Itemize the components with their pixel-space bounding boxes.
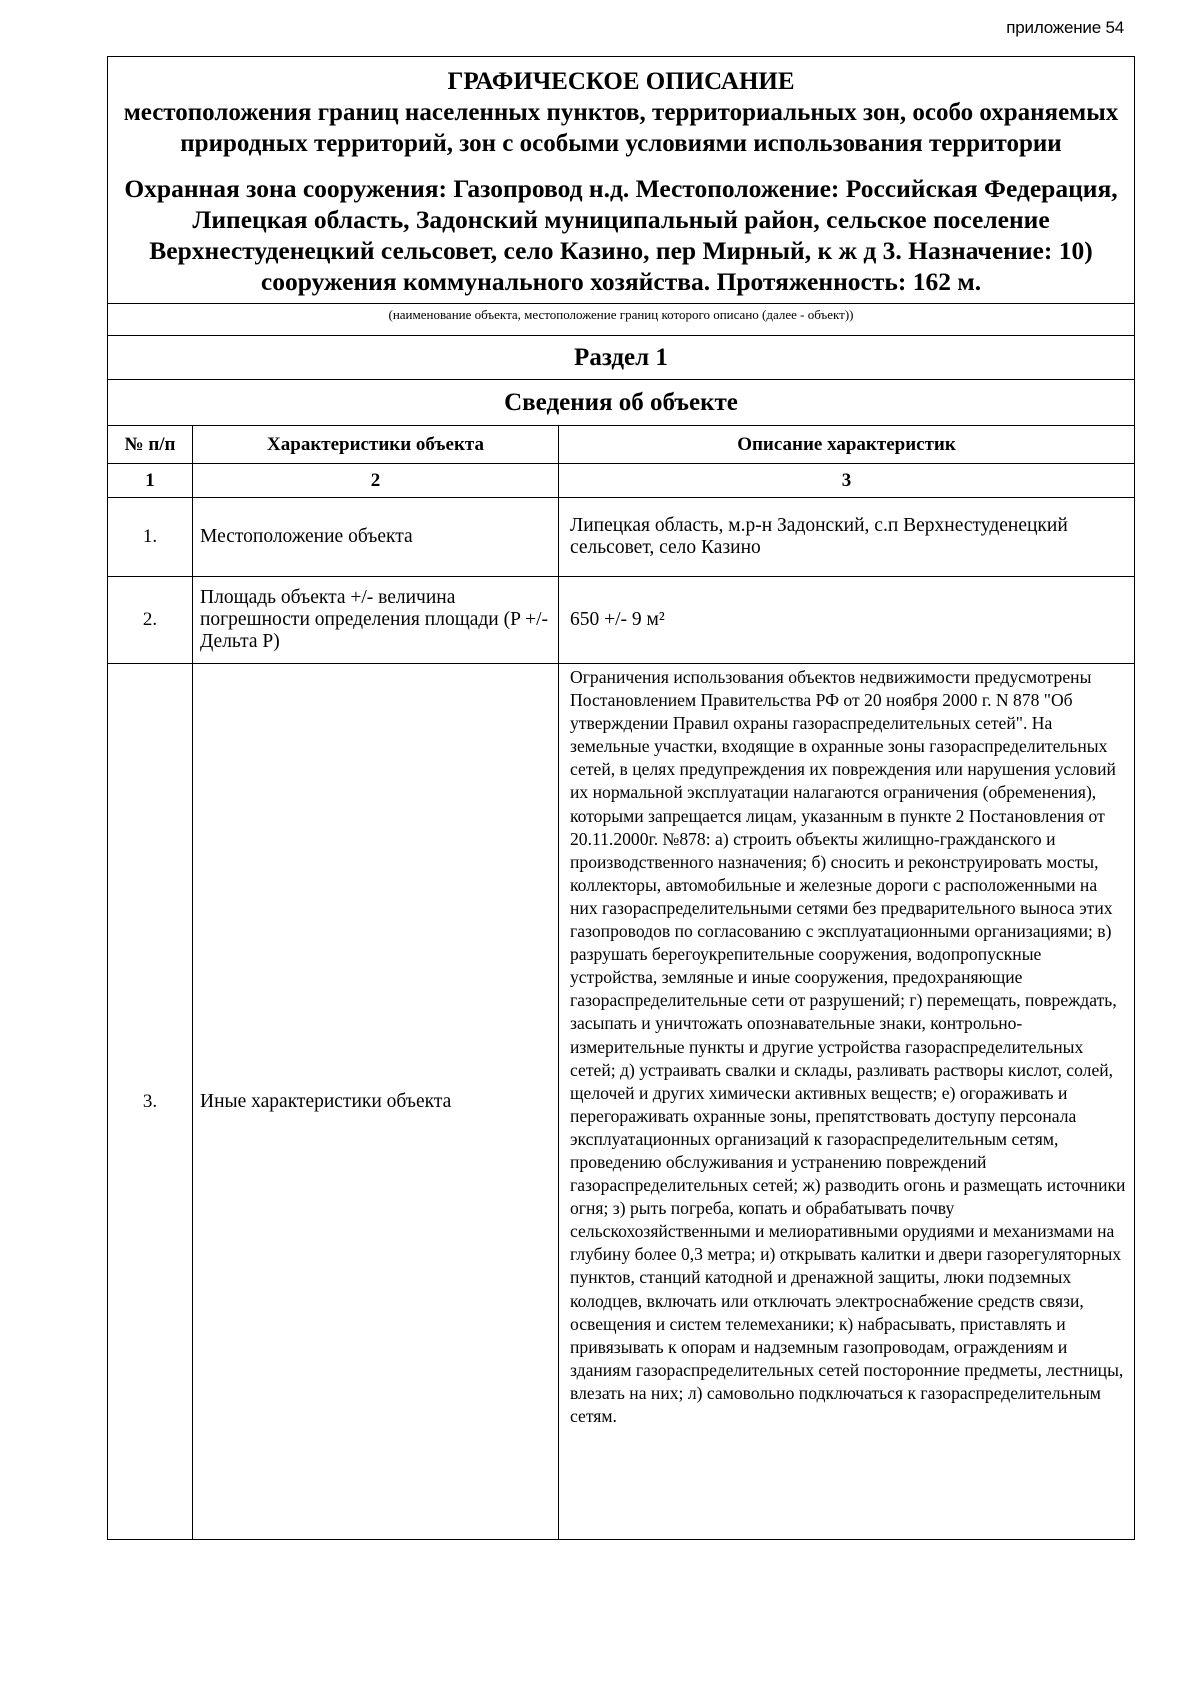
col-number-2: 2 (193, 464, 559, 498)
table-column-numbers-row (108, 464, 1134, 498)
row-characteristic: Площадь объекта +/- величина погрешности определения площади (P +/- Дельта P) (193, 577, 559, 664)
header-characteristics: Характеристики объекта (193, 426, 559, 464)
object-description: Охранная зона сооружения: Газопровод н.д. Местоположение: Российская Федерация, Липецкая область, Задонский муниципальный район, сельское поселение Верхнестуденецкий сельсовет, село Казино, пер Мирный, к ж д 3. Назначение: 10) сооружения коммунального хозяйства. Протяженность: 162 м. (124, 174, 1118, 296)
section-title: Раздел 1 (108, 335, 1134, 379)
object-info-table (108, 425, 1134, 1540)
row-value: Липецкая область, м.р-н Задонский, с.п Верхнестуденецкий сельсовет, село Казино (559, 498, 1135, 577)
header-description: Описание характеристик (559, 426, 1135, 464)
section-subtitle: Сведения об объекте (108, 379, 1134, 425)
row-value: Ограничения использования объектов недвижимости предусмотрены Постановлением Правительства РФ от 20 ноября 2000 г. N 878 "Об утверждении Правил охраны газораспределительных сетей". На земельные участки, входящие в охранные зоны газораспределительных сетей, в целях предупреждения их повреждения или нарушения условий их нормальной эксплуатации налагаются ограничения (обременения), которыми запрещается лицам, указанным в пункте 2 Постановления от 20.11.2000г. №878: а) строить объекты жилищно-гражданского и производственного назначения; б) сносить и реконструировать мосты, коллекторы, автомобильные и железные дороги с расположенными на них газораспределительными сетями без предварительного выноса этих газопроводов по согласованию с эксплуатационными организациями; в) разрушать берегоукрепительные сооружения, водопропускные устройства, земляные и иные сооружения, предохраняющие газораспределительные сети от разрушений; г) перемещать, повреждать, засыпать и уничтожать опознавательные знаки, контрольно-измерительные пункты и другие устройства газораспределительных сетей; д) устраивать свалки и склады, разливать растворы кислот, солей, щелочей и других химически активных веществ; е) огораживать и перегораживать охранные зоны, препятствовать доступу персонала эксплуатационных организаций к газораспределительным сетям, проведению обслуживания и устранению повреждений газораспределительных сетей; ж) разводить огонь и размещать источники огня; з) рыть погреба, копать и обрабатывать почву сельскохозяйственными и мелиоративными орудиями и механизмами на глубину более 0,3 метра; и) открывать калитки и двери газорегуляторных пунктов, станций катодной и дренажной защиты, люки подземных колодцев, включать или отключать электроснабжение средств связи, освещения и систем телемеханики; к) набрасывать, приставлять и привязывать к опорам и надземным газопроводам, ограждениям и зданиям газораспределительных сетей посторонние предметы, лестницы, влезать на них; л) самовольно подключаться к газораспределительным сетям. (559, 664, 1135, 1540)
table-row (108, 498, 1134, 577)
table-row (108, 577, 1134, 664)
row-characteristic: Иные характеристики объекта (193, 664, 559, 1540)
col-number-3: 3 (559, 464, 1135, 498)
row-num: 1. (108, 498, 193, 577)
row-value: 650 +/- 9 м² (559, 577, 1135, 664)
header-num: № п/п (108, 426, 193, 464)
row-num: 3. (108, 664, 193, 1540)
appendix-label: приложение 54 (1006, 18, 1124, 37)
table-header-row (108, 426, 1134, 464)
document-title: ГРАФИЧЕСКОЕ ОПИСАНИЕ (447, 68, 795, 95)
document-sheet (107, 56, 1135, 1540)
document-subtitle: местоположения границ населенных пунктов, территориальных зон, особо охраняемых природных территорий, зон с особыми условиями использования территории (123, 99, 1119, 157)
row-characteristic: Местоположение объекта (193, 498, 559, 577)
document-header (108, 57, 1134, 303)
table-row (108, 664, 1134, 1540)
col-number-1: 1 (108, 464, 193, 498)
object-caption: (наименование объекта, местоположение границ которого описано (далее - объект)) (108, 303, 1134, 335)
row-num: 2. (108, 577, 193, 664)
